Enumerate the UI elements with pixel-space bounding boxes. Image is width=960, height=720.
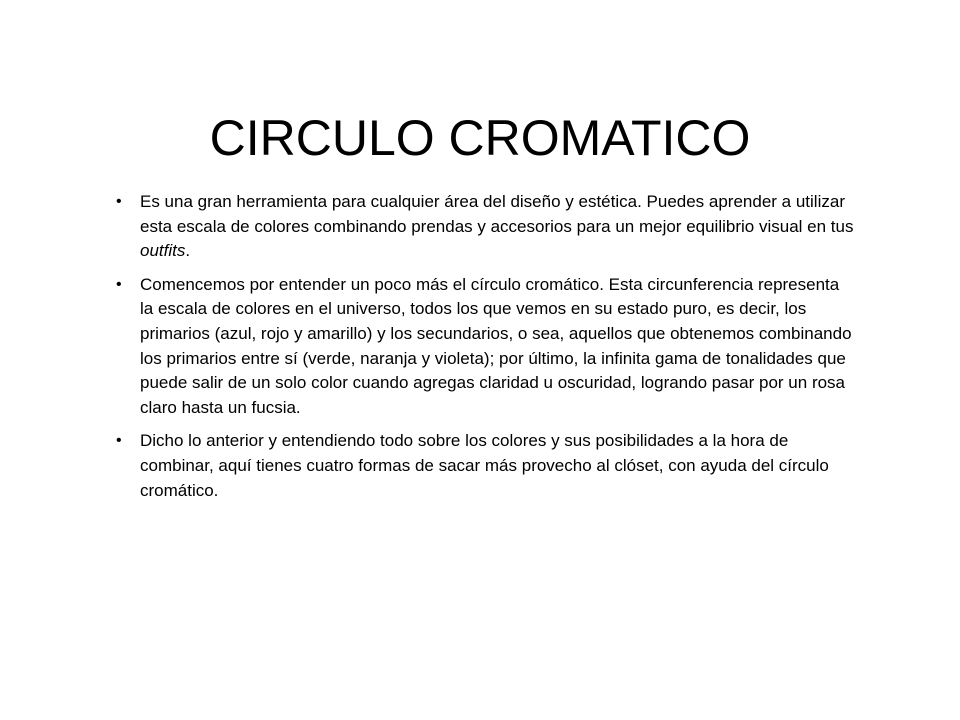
bullet-text-2: Comencemos por entender un poco más el círculo cromático. Esta circunferencia representa la escala de colores en el universo, todos los que vemos en su estado puro, es decir, los primarios (azul, rojo y amarillo) y los secundarios, o sea, aquellos que obtenemos combinando los primarios entre sí (verde, naranja y violeta); por último, la infinita gama de tonalidades que puede salir de un solo color cuando agregas claridad u oscuridad, logrando pasar por un rosa claro hasta un fucsia. xyxy=(140,274,852,417)
bullet-text-1-end: . xyxy=(185,241,191,261)
bullet-icon: • xyxy=(116,432,122,450)
bullet-text-3: Dicho lo anterior y entendiendo todo sobre los colores y sus posibilidades a la hora de combinar, aquí tienes cuatro formas de sacar más provecho al clóset, con ayuda del círculo cromático. xyxy=(140,431,829,500)
slide-title: CIRCULO CROMATICO xyxy=(209,109,751,166)
bullet-icon: • xyxy=(116,193,122,210)
bullet-item-1 xyxy=(116,190,856,264)
bullet-item-3 xyxy=(116,429,856,503)
bullet-icon: • xyxy=(116,275,122,293)
bullet-item-2 xyxy=(116,273,856,421)
bullet-text-1-emphasis: outfits xyxy=(140,241,186,261)
bullet-list xyxy=(116,190,856,512)
bullet-text-1 xyxy=(140,192,853,260)
bullet-text-1-main: Es una gran herramienta para cualquier área del diseño y estética. Puedes aprender a utilizar esta escala de colores combinando prendas y accesorios para un mejor equilibrio visual en tus xyxy=(140,192,854,236)
